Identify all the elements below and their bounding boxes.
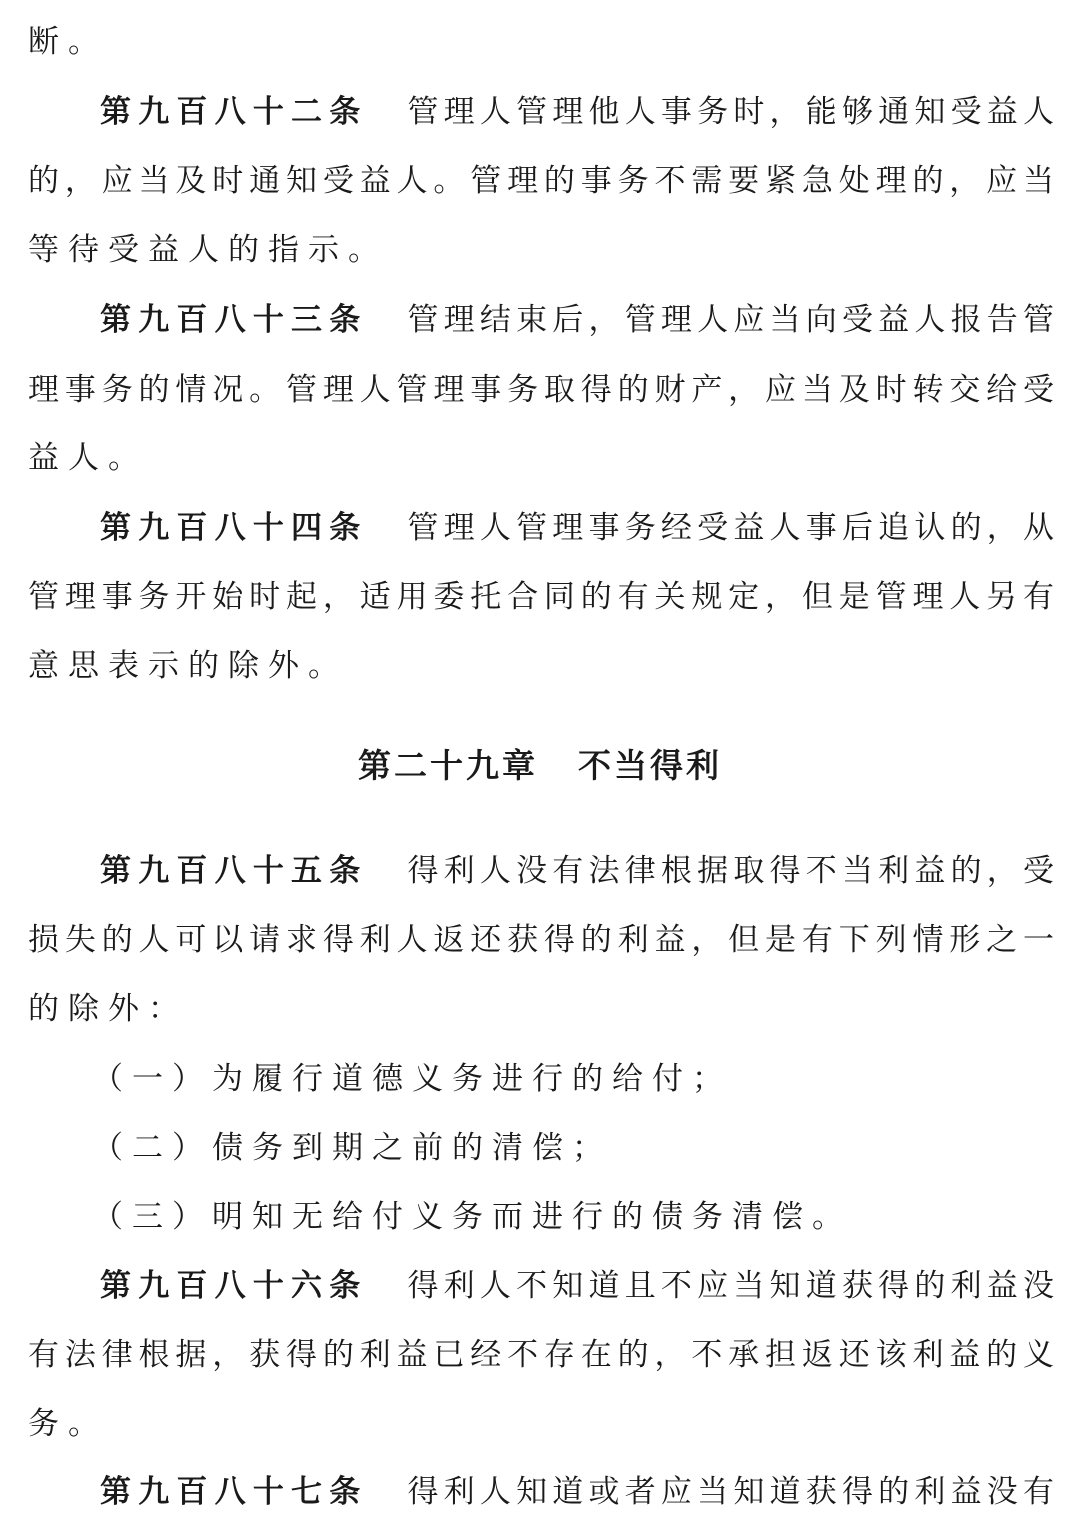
article-number: 第九百八十五条 [100,853,368,889]
text-line: 断。 [28,24,108,60]
article-982-first-line [100,86,1054,138]
text-line: 有法律根据，获得的利益已经不存在的，不承担返还该利益的义 [28,1337,1054,1373]
text-line: 益人。 [28,440,148,476]
article-text: 管理结束后，管理人应当向受益人报告管 [407,302,1054,338]
text-line: 的，应当及时通知受益人。管理的事务不需要紧急处理的，应当 [28,163,1054,199]
article-text: 管理人管理他人事务时，能够通知受益人 [407,94,1054,130]
text-line: 的除外： [28,991,188,1027]
text-line: 管理事务开始时起，适用委托合同的有关规定，但是管理人另有 [28,579,1054,615]
text-line: 损失的人可以请求得利人返还获得的利益，但是有下列情形之一 [28,922,1054,958]
article-number: 第九百八十四条 [100,510,368,546]
chapter-number: 第二十九章 [358,746,538,785]
article-text: 管理人管理事务经受益人事后追认的，从 [407,510,1054,546]
chapter-title: 不当得利 [578,746,722,785]
article-number: 第九百八十七条 [100,1474,368,1510]
text-line: 等待受益人的指示。 [28,232,388,268]
article-984-first-line [100,502,1054,554]
article-text: 得利人不知道且不应当知道获得的利益没 [407,1268,1054,1304]
article-983-first-line [100,294,1054,346]
article-number: 第九百八十二条 [100,94,368,130]
article-985-first-line [100,845,1054,897]
article-text: 得利人没有法律根据取得不当利益的，受 [407,853,1054,889]
article-number: 第九百八十六条 [100,1268,368,1304]
list-item: （一）为履行道德义务进行的给付； [92,1061,732,1097]
text-line: 理事务的情况。管理人管理事务取得的财产，应当及时转交给受 [28,372,1054,408]
list-item: （三）明知无给付义务而进行的债务清偿。 [92,1199,852,1235]
article-986-first-line [100,1260,1054,1312]
article-987-first-line [100,1466,1054,1518]
text-line: 意思表示的除外。 [28,648,348,684]
text-line: 务。 [28,1406,108,1442]
article-number: 第九百八十三条 [100,302,368,338]
list-item: （二）债务到期之前的清偿； [92,1130,612,1166]
chapter-heading [0,736,1080,796]
article-text: 得利人知道或者应当知道获得的利益没有 [407,1474,1054,1510]
